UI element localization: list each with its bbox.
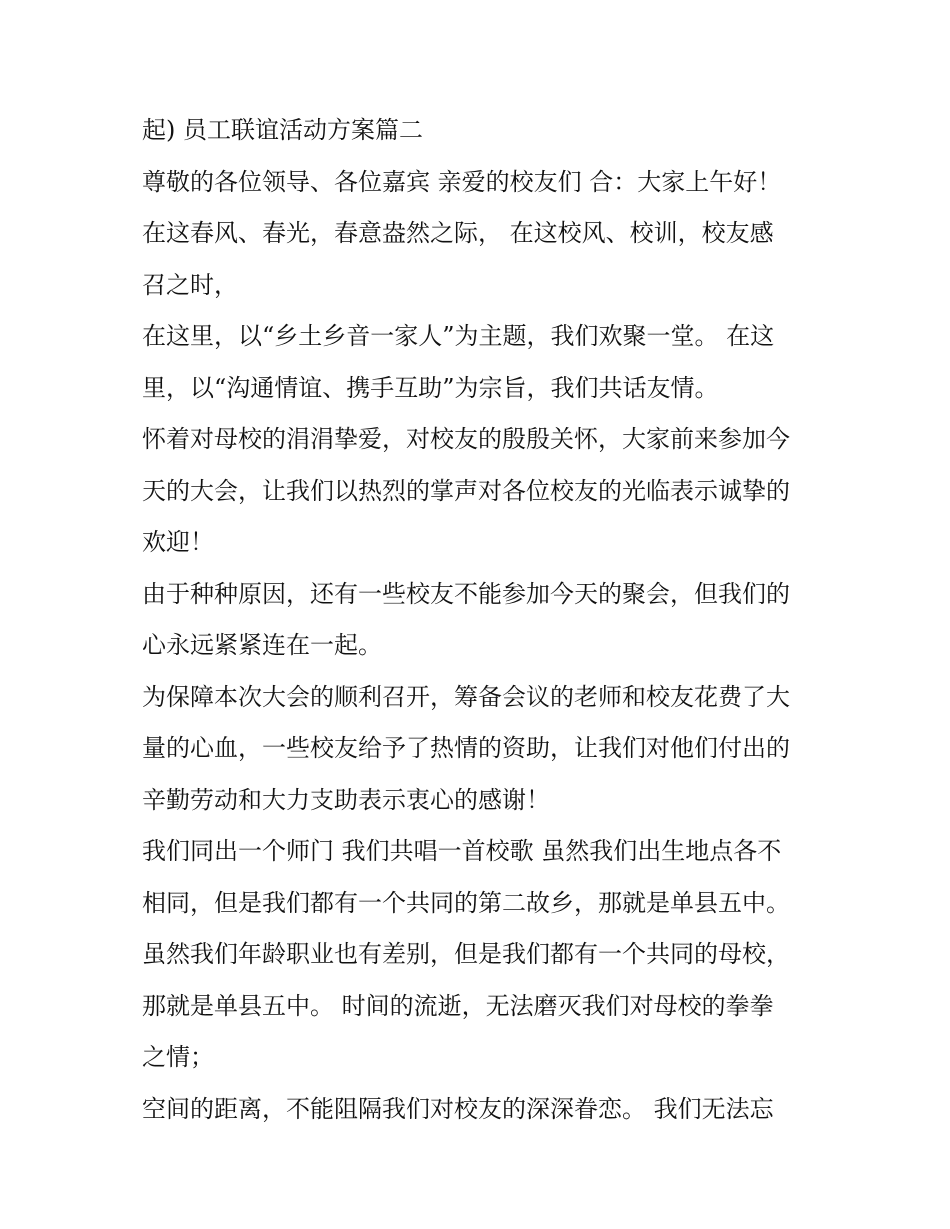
text-line: 空间的距离，不能阻隔我们对校友的深深眷恋。 我们无法忘 bbox=[142, 1094, 774, 1123]
text-line: 辛勤劳动和大力支助表示衷心的感谢！ bbox=[142, 785, 550, 814]
text-line: 起) 员工联谊活动方案篇二 bbox=[142, 116, 423, 144]
text-line: 虽然我们年龄职业也有差别，但是我们都有一个共同的母校， bbox=[142, 940, 790, 968]
text-line: 心永远紧紧连在一起。 bbox=[142, 631, 382, 659]
text-line: 之情； bbox=[142, 1043, 214, 1071]
text-line: 在这里，以“乡土乡音一家人”为主题，我们欢聚一堂。 在这 bbox=[142, 322, 775, 350]
text-line: 我们同出一个师门 我们共唱一首校歌 虽然我们出生地点各不 bbox=[142, 837, 782, 865]
text-line: 相同，但是我们都有一个共同的第二故乡，那就是单县五中。 bbox=[142, 888, 790, 917]
text-line: 在这春风、春光，春意盎然之际， 在这校风、校训，校友感 bbox=[142, 219, 774, 247]
text-line: 天的大会，让我们以热烈的掌声对各位校友的光临表示诚挚的 bbox=[142, 476, 790, 505]
text-line: 量的心血，一些校友给予了热情的资助，让我们对他们付出的 bbox=[142, 734, 790, 762]
text-line: 为保障本次大会的顺利召开，筹备会议的老师和校友花费了大 bbox=[142, 682, 790, 711]
text-line: 怀着对母校的涓涓挚爱，对校友的殷殷关怀，大家前来参加今 bbox=[142, 425, 790, 453]
text-line: 里，以“沟通情谊、携手互助”为宗旨，我们共话友情。 bbox=[142, 373, 719, 402]
text-line: 由于种种原因，还有一些校友不能参加今天的聚会，但我们的 bbox=[142, 579, 790, 608]
text-line: 尊敬的各位领导、各位嘉宾 亲爱的校友们 合：大家上午好！ bbox=[142, 167, 782, 196]
text-line: 召之时， bbox=[142, 270, 238, 299]
text-line: 欢迎！ bbox=[142, 528, 214, 556]
document-body bbox=[142, 105, 822, 1135]
text-line: 那就是单县五中。 时间的流逝，无法磨灭我们对母校的拳拳 bbox=[142, 991, 774, 1020]
